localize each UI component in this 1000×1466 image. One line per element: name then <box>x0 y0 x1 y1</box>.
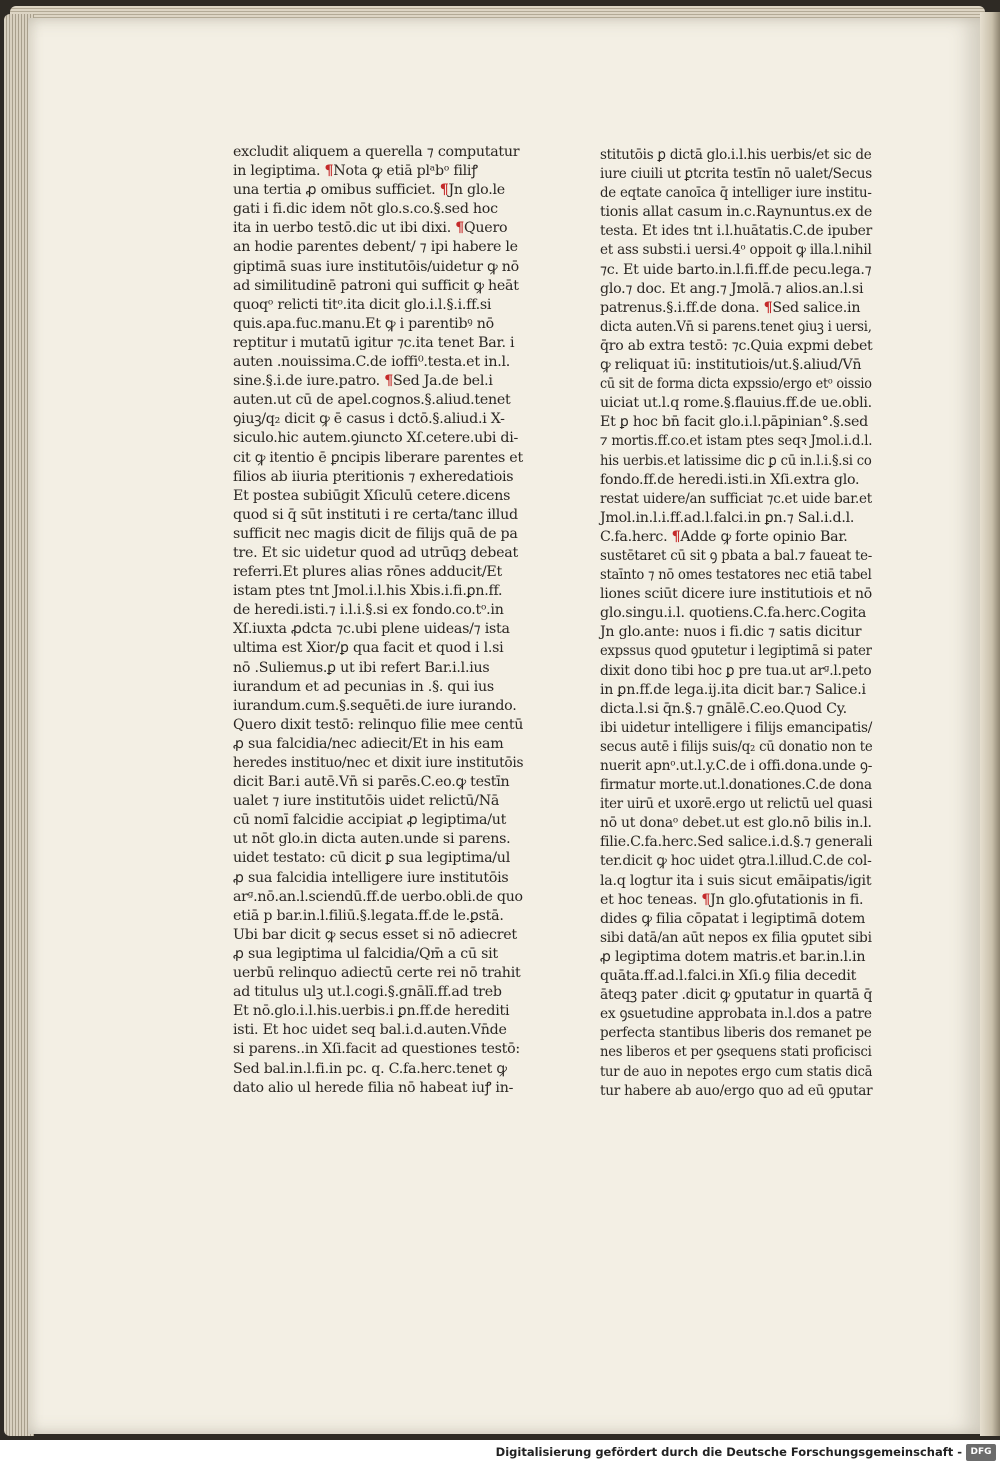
text-line: glo.⁊ doc. Et ang.⁊ Jmolā.⁊ alios.an.l.si <box>600 280 864 297</box>
text-line: dicit Bar.i autē.Vn̄ si parēs.C.eo.ꝙ testīn <box>233 774 510 791</box>
text-line: testa. Et ides tnt i.l.huātatis.C.de ipuber <box>600 223 873 240</box>
dfg-logo-icon: DFG <box>966 1444 996 1461</box>
text-line: an hodie parentes debent/ ⁊ ipi habere le <box>233 239 518 256</box>
text-line: cū sit de forma dicta expssio/ergo etᵒ oissio <box>600 376 872 393</box>
text-line: reptitur i mutatū igitur ⁊c.ita tenet Bar. i <box>233 334 515 351</box>
text-line: ad titulus ulꝫ ut.l.cogi.§.gnālī.ff.ad treb <box>233 984 502 1001</box>
text-line: cit ꝙ itentio ē ꝑncipis liberare parentes et <box>233 449 523 466</box>
text-line: tre. Et sic uidetur quod ad utrūqꝫ debeat <box>233 544 518 561</box>
text-line: etiā p bar.in.l.filiū.§.legata.ff.de le.ꝑstā. <box>233 907 504 924</box>
text-column-right <box>600 146 872 1101</box>
text-line: C.fa.herc. ¶Adde ꝙ forte opinio Bar. <box>600 528 848 545</box>
paragraph-mark: ¶ <box>455 220 465 237</box>
paragraph-mark: ¶ <box>324 163 334 180</box>
text-line: Et ꝑ hoc bn̄ facit glo.i.l.pāpinian°.§.sed <box>600 414 869 431</box>
text-line: iurandum.cum.§.sequēti.de iure iurando. <box>233 697 517 714</box>
text-line: istam ptes tnt Jmol.i.l.his Xbis.i.fi.ꝑn.ff. <box>233 583 503 600</box>
text-line: q̄ro ab extra testō: ⁊c.Quia expmi debet <box>600 337 873 354</box>
text-line: uiciat ut.l.q rome.§.flauius.ff.de ue.obli. <box>600 395 872 412</box>
text-line: restat uidere/an sufficiat ⁊c.et uide bar.et <box>600 490 872 507</box>
text-line: nō .Suliemus.ꝑ ut ibi refert Bar.i.l.ius <box>233 659 490 676</box>
text-line: ꝓ legiptima dotem matris.et bar.in.l.in <box>600 948 866 965</box>
text-line: filie.C.fa.herc.Sed salice.i.d.§.⁊ generali <box>600 834 873 851</box>
text-line: ad similitudinē patroni qui sufficit ꝙ heāt <box>233 277 519 294</box>
text-line: glo.singu.i.l. quotiens.C.fa.herc.Cogita <box>600 605 867 622</box>
text-line: auten .nouissima.C.de ioffi⁰.testa.et in.l. <box>233 354 511 371</box>
paragraph-mark: ¶ <box>671 528 681 545</box>
text-column-left <box>233 143 523 1098</box>
text-line: siculo.hic autem.ꝯiuncto Xſ.cetere.ubi di- <box>233 430 519 447</box>
text-line: isti. Et hoc uidet seq bal.i.d.auten.Vn̄de <box>233 1022 507 1039</box>
text-line: giptimā suas iure institutōis/uidetur ꝙ nō <box>233 258 519 275</box>
text-line: nō ut donaᵒ debet.ut est glo.nō bilis in.l. <box>600 815 872 832</box>
text-line: ualet ⁊ iure institutōis uidet relictū/Nā <box>233 793 500 810</box>
text-line: ut nōt glo.in dicta auten.unde si parens. <box>233 831 511 848</box>
text-line: uidet testato: cū dicit ꝑ sua legiptima/ul <box>233 850 510 867</box>
paragraph-mark: ¶ <box>701 891 711 908</box>
text-line: ultima est Xior/ꝑ qua facit et quod i l.si <box>233 640 504 657</box>
text-line: nuerit apnᵒ.ut.l.y.C.de i offi.dona.unde ꝯ- <box>600 758 873 774</box>
text-line: patrenus.§.i.ff.de dona. ¶Sed salice.in <box>600 299 861 316</box>
text-line: et hoc teneas. ¶Jn glo.ꝯfutationis in fi. <box>600 891 864 908</box>
text-line: et ass substi.i uersi.4ᵒ oppoit ꝙ illa.l.nihil <box>600 242 872 259</box>
text-line: gati i fi.dic idem nōt glo.s.co.§.sed hoc <box>233 201 498 218</box>
text-line: arᵍ.nō.an.l.sciendū.ff.de uerbo.obli.de quo <box>233 888 523 905</box>
text-line: quod si q̄ sūt instituti i re certa/tanc illud <box>233 506 518 523</box>
text-line: tur habere ab auo/ergo quo ad eū ꝯputar <box>600 1082 873 1099</box>
text-line: Xſ.iuxta ꝓdcta ⁊c.ubi plene uideas/⁊ ista <box>233 621 510 638</box>
text-line: ꝓ sua falcidia/nec adiecit/Et in his eam <box>233 735 504 752</box>
text-line: expssus quod ꝯputetur i legiptimā si pater <box>600 643 872 660</box>
text-line: sustētaret cū sit ꝯ pbata a bal.⁊ faueat te- <box>600 547 873 564</box>
text-line: ꝓ sua legiptima ul falcidia/Qm̄ a cū sit <box>233 945 498 962</box>
text-line: referri.Et plures alias rōnes adducit/Et <box>233 564 502 581</box>
text-line: Jn glo.ante: nuos i fi.dic ⁊ satis dicitur <box>600 624 862 641</box>
text-line: ita in uerbo testō.dic ut ibi dixi. ¶Quero <box>233 220 508 237</box>
text-line: ter.dicit ꝙ hoc uidet ꝯtra.l.illud.C.de col- <box>600 853 872 870</box>
text-line: dides ꝙ filia cōpatat i legiptimā dotem <box>600 910 866 927</box>
text-line: dixit dono tibi hoc ꝑ pre tua.ut arᵍ.l.peto <box>600 662 872 679</box>
text-line: his uerbis.et latissime dic ꝑ cū in.l.i.§.si co <box>600 452 872 469</box>
text-line: ⁊ mortis.ff.co.et istam ptes seqꝛ Jmol.i.d.l. <box>600 433 873 450</box>
text-line: fondo.ff.de heredi.isti.in Xſi.extra glo. <box>600 471 860 488</box>
text-line: excludit aliquem a querella ⁊ computatur <box>233 144 520 160</box>
paragraph-mark: ¶ <box>763 299 773 316</box>
text-line: staīnto ⁊ nō omes testatores nec etiā tabel <box>600 567 872 584</box>
text-line: sufficit nec magis dicit de filijs quā de pa <box>233 525 518 542</box>
text-line: tur de auo in nepotes ergo cum statis dicā <box>600 1063 873 1080</box>
text-line: Quero dixit testō: relinquo filie mee centū <box>233 716 524 733</box>
text-line: in legiptima. ¶Nota ꝙ etiā plᵃbᵒ filiꝭ <box>233 163 478 180</box>
text-line: tionis allat casum in.c.Raynuntus.ex de <box>600 204 873 221</box>
text-line: dicta.l.si q̄n.§.⁊ gnālē.C.eo.Quod Cy. <box>600 700 847 717</box>
text-line: ex ꝯsuetudine approbata in.l.dos a patre <box>600 1006 872 1023</box>
text-line: liones sciūt dicere iure institutiois et nō <box>600 586 872 603</box>
text-line: de heredi.isti.⁊ i.l.i.§.si ex fondo.co.tᵒ.in <box>233 602 504 619</box>
paragraph-mark: ¶ <box>439 182 449 199</box>
text-line: si parens..in Xſi.facit ad questiones testō: <box>233 1041 520 1058</box>
footer-bar <box>0 1440 1000 1466</box>
funding-notice: Digitalisierung gefördert durch die Deutsche Forschungsgemeinschaft - <box>495 1445 962 1459</box>
text-line: sibi datā/an aūt nepos ex filia ꝯputet sibi <box>600 929 872 946</box>
text-line: quis.apa.fuc.manu.Et ꝙ i parentibꝰ nō <box>233 315 494 332</box>
text-line: ꝙ reliquat iū: institutiois/ut.§.aliud/Vn̄ <box>600 357 862 374</box>
text-line: in ꝑn.ff.de lega.ij.ita dicit bar.⁊ Salice.i <box>600 681 866 698</box>
text-line: Et postea subiūgit Xſiculū cetere.dicens <box>233 487 511 504</box>
text-line: auten.ut cū de apel.cognos.§.aliud.tenet <box>233 392 511 409</box>
text-line: iurandum et ad pecunias in .§. qui ius <box>233 678 494 695</box>
text-line: uerbū relinquo adiectū certe rei nō trahit <box>233 965 521 982</box>
text-line: iter uirū et uxorē.ergo ut relictū uel quasi <box>600 796 873 813</box>
text-line: ꝯiuꝫ/q₂ dicit ꝙ ē casus i dctō.§.aliud.i X- <box>233 411 505 428</box>
text-line: stitutōis ꝑ dictā glo.i.l.his uerbis/et sic de <box>600 147 872 163</box>
text-line: filios ab iiuria pteritionis ⁊ exheredatiois <box>233 468 514 485</box>
text-line: Sed bal.in.l.fi.in pc. q. C.fa.herc.tenet ꝙ <box>233 1060 507 1077</box>
text-line: dicta auten.Vn̄ si parens.tenet ꝯiuꝫ i uersi, <box>600 318 872 335</box>
text-line: nes liberos et per ꝯsequens stati proficisci <box>600 1044 872 1061</box>
text-line: quāta.ff.ad.l.falci.in Xſi.ꝯ filia decedit <box>600 968 857 985</box>
text-line: una tertia ꝓ omibus sufficiet. ¶Jn glo.le <box>233 182 505 199</box>
text-line: cū nomī falcidie accipiat ꝓ legiptima/ut <box>233 812 507 829</box>
text-line: secus autē i filijs suis/q₂ cū donatio non te <box>600 738 873 755</box>
text-line: la.q logtur ita i suis sicut emāipatis/igit <box>600 872 872 889</box>
text-line: quoqᵒ relicti titᵒ.ita dicit glo.i.l.§.i.ff.si <box>233 296 492 313</box>
page-fold-right-edge <box>980 12 1000 1436</box>
text-line: Jmol.in.l.i.ff.ad.l.falci.in ꝑn.⁊ Sal.i.d.l. <box>600 509 855 526</box>
text-line: sine.§.i.de iure.patro. ¶Sed Ja.de bel.i <box>233 373 493 390</box>
text-line: de eqtate canoīca q̄ intelliger iure institu- <box>600 185 872 202</box>
paragraph-mark: ¶ <box>384 373 393 390</box>
text-line: perfecta stantibus liberis dos remanet pe <box>600 1025 872 1042</box>
text-line: iure ciuili ut ꝑtcrita testīn nō ualet/Secus <box>600 166 872 183</box>
text-line: ibi uidetur intelligere i filijs emancipatis/ <box>600 719 873 736</box>
text-line: Et nō.glo.i.l.his.uerbis.i ꝑn.ff.de herediti <box>233 1003 510 1020</box>
text-line: ⁊c. Et uide barto.in.l.fi.ff.de pecu.lega.⁊ <box>600 261 872 278</box>
text-line: dato alio ul herede filia nō habeat iuꝭ in- <box>233 1079 514 1096</box>
text-line: āteqꝫ pater .dicit ꝙ ꝯputatur in quartā q̄ <box>600 987 873 1004</box>
text-line: heredes instituo/nec et dixit iure institutōis <box>233 755 524 771</box>
text-line: Ubi bar dicit ꝙ secus esset si nō adiecret <box>233 926 517 943</box>
text-line: ꝓ sua falcidia intelligere iure institutōis <box>233 869 509 886</box>
text-line: firmatur morte.ut.l.donationes.C.de dona <box>600 777 872 794</box>
